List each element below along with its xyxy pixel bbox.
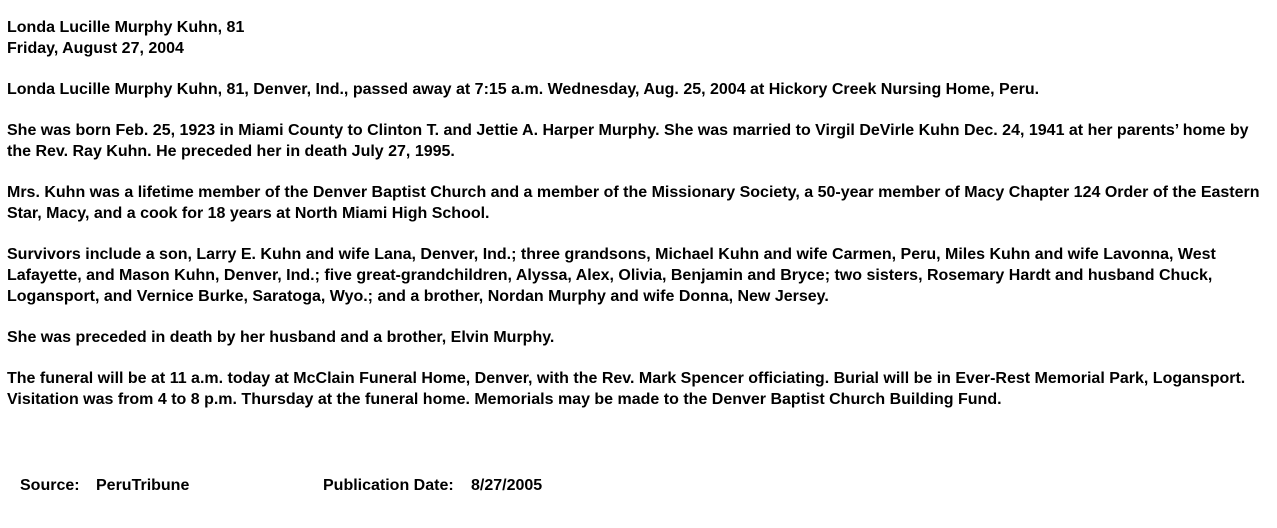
obituary-title: Londa Lucille Murphy Kuhn, 81 [7, 19, 245, 36]
paragraph-funeral: The funeral will be at 11 a.m. today at McClain Funeral Home, Denver, with the Rev. Mark Spencer officiating. Burial will be in Ever-Rest Memorial Park, Logansport. Visitation was from 4 to 8 p.m. Thursday at the funeral home. Memorials may be made to the Denver Baptist Church Building Fund. [7, 370, 1246, 408]
paragraph-preceded-in-death: She was preceded in death by her husband and a brother, Elvin Murphy. [7, 329, 555, 346]
source-value: PeruTribune [96, 477, 190, 494]
paragraph-survivors: Survivors include a son, Larry E. Kuhn and wife Lana, Denver, Ind.; three grandsons, Michael Kuhn and wife Carmen, Peru, Miles Kuhn and wife Lavonna, West Lafayette, and Mason Kuhn, Denver, Ind.; five great-grandchildren, Alyssa, Alex, Olivia, Benjamin and Bryce; two sisters, Rosemary Hardt and husband Chuck, Logansport, and Vernice Burke, Saratoga, Wyo.; and a brother, Nordan Murphy and wife Donna, New Jersey. [7, 246, 1216, 305]
paragraph-death-notice: Londa Lucille Murphy Kuhn, 81, Denver, Ind., passed away at 7:15 a.m. Wednesday, Aug. 25, 2004 at Hickory Creek Nursing Home, Peru. [7, 81, 1040, 98]
paragraph-memberships: Mrs. Kuhn was a lifetime member of the Denver Baptist Church and a member of the Missionary Society, a 50-year member of Macy Chapter 124 Order of the Eastern Star, Macy, and a cook for 18 years at North Miami High School. [7, 184, 1260, 222]
source-label: Source: [20, 477, 80, 494]
paragraph-birth-marriage: She was born Feb. 25, 1923 in Miami County to Clinton T. and Jettie A. Harper Murphy. She was married to Virgil DeVirle Kuhn Dec. 24, 1941 at her parents’ home by the Rev. Ray Kuhn. He preceded her in death July 27, 1995. [7, 122, 1249, 160]
publication-date-value: 8/27/2005 [471, 477, 543, 494]
obituary-document [7, 17, 1269, 430]
source-footer [20, 475, 1260, 497]
obituary-heading [7, 17, 1269, 59]
obituary-date: Friday, August 27, 2004 [7, 40, 184, 57]
publication-date-label: Publication Date: [323, 477, 454, 494]
